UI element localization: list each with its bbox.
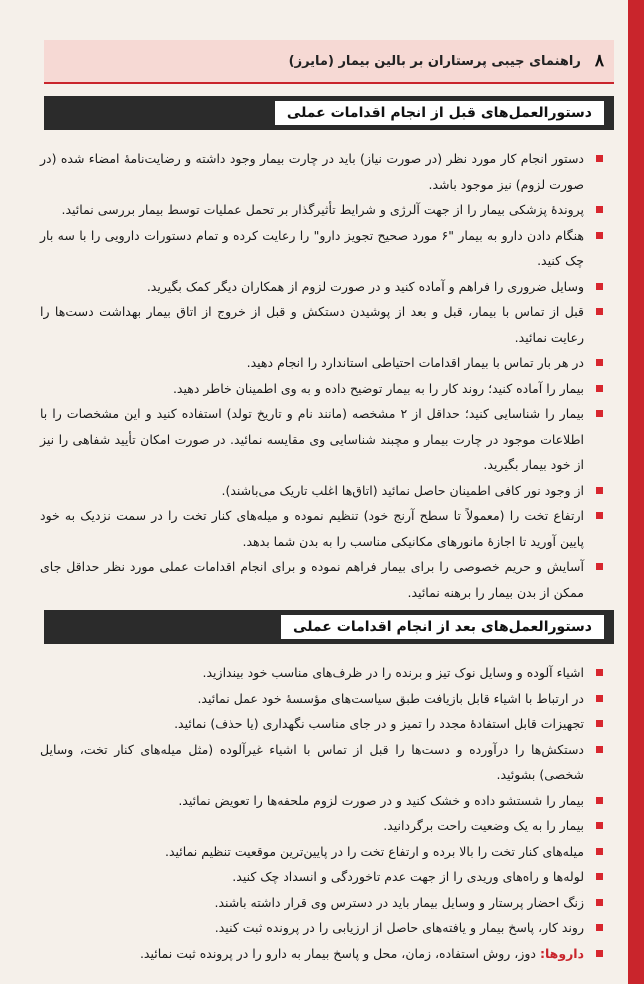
bullet-square-icon — [596, 924, 603, 931]
drugs-label: داروها: — [539, 945, 584, 961]
section-before-list — [40, 146, 606, 605]
section-after-title-bar — [44, 610, 614, 644]
bullet-square-icon — [596, 695, 603, 702]
section-after-title: دستورالعمل‌های بعد از انجام اقدامات عملی — [281, 615, 604, 639]
bullet-square-icon — [596, 512, 603, 519]
running-header — [44, 40, 614, 84]
page-number: ۸ — [594, 51, 604, 71]
page-edge-red-stripe — [628, 0, 644, 984]
bullet-square-icon — [596, 155, 603, 162]
list-item: زنگ احضار پرستار و وسایل بیمار باید در دسترس وی قرار داشته باشند. — [40, 890, 606, 916]
section-before-title-bar — [44, 96, 614, 130]
list-item: دستور انجام کار مورد نظر (در صورت نیاز) باید در چارت بیمار وجود داشته و رضایت‌نامهٔ امضاء شده (در صورت لزوم) نیز موجود باشد. — [40, 146, 606, 197]
bullet-square-icon — [596, 848, 603, 855]
bullet-square-icon — [596, 746, 603, 753]
list-item: ارتفاع تخت را (معمولاً تا سطح آرنج خود) تنظیم نموده و میله‌های کنار تخت را در سمت نزدیک به خود پایین آورید تا اجازهٔ مانورهای مکانیکی مناسب را به بدن شما بدهد. — [40, 503, 606, 554]
list-item: دستکش‌ها را درآورده و دست‌ها را قبل از تماس با اشیاء غیرآلوده (مثل میله‌های کنار تخت، وسایل شخصی) بشوئید. — [40, 737, 606, 788]
list-item: آسایش و حریم خصوصی را برای بیمار فراهم نموده و برای انجام اقدامات عملی مورد نظر حداقل جای ممکن از بدن بیمار را برهنه نمائید. — [40, 554, 606, 605]
list-item: روند کار، پاسخ بیمار و یافته‌های حاصل از ارزیابی را در پرونده ثبت کنید. — [40, 915, 606, 941]
list-item: از وجود نور کافی اطمینان حاصل نمائید (اتاق‌ها اغلب تاریک می‌باشند). — [40, 478, 606, 504]
list-item: بیمار را به یک وضعیت راحت برگردانید. — [40, 813, 606, 839]
bullet-square-icon — [596, 487, 603, 494]
list-item: اشیاء آلوده و وسایل نوک تیز و برنده را در ظرف‌های مناسب خود بیندازید. — [40, 660, 606, 686]
list-item-drugs — [40, 941, 606, 967]
bullet-square-icon — [596, 899, 603, 906]
list-item: بیمار را شستشو داده و خشک کنید و در صورت لزوم ملحفه‌ها را تعویض نمائید. — [40, 788, 606, 814]
bullet-square-icon — [596, 873, 603, 880]
list-item: تجهیزات قابل استفادهٔ مجدد را تمیز و در جای مناسب نگهداری (یا حذف) نمائید. — [40, 711, 606, 737]
list-item: پروندهٔ پزشکی بیمار را از جهت آلرژی و شرایط تأثیرگذار بر تحمل عملیات توسط بیمار بررسی نمائید. — [40, 197, 606, 223]
section-after-list — [40, 660, 606, 966]
list-item: بیمار را شناسایی کنید؛ حداقل از ۲ مشخصه (مانند نام و تاریخ تولد) استفاده کنید و این مشخصات را با اطلاعات موجود در چارت بیمار و مچبند شناسایی وی مقایسه نمائید. در صورت امکان تأیید شفاهی را نیز از خود بیمار بگیرید. — [40, 401, 606, 478]
bullet-square-icon — [596, 797, 603, 804]
list-item: وسایل ضروری را فراهم و آماده کنید و در صورت لزوم از همکاران دیگر کمک بگیرید. — [40, 274, 606, 300]
bullet-square-icon — [596, 720, 603, 727]
list-item: در ارتباط با اشیاء قابل بازیافت طبق سیاست‌های مؤسسهٔ خود عمل نمائید. — [40, 686, 606, 712]
running-title: راهنمای جیبی پرستاران بر بالین بیمار (مایرز) — [288, 53, 581, 69]
list-item: بیمار را آماده کنید؛ روند کار را به بیمار توضیح داده و به وی اطمینان خاطر دهید. — [40, 376, 606, 402]
bullet-square-icon — [596, 385, 603, 392]
bullet-square-icon — [596, 822, 603, 829]
list-item: قبل از تماس با بیمار، قبل و بعد از پوشیدن دستکش و قبل از خروج از اتاق بیمار بهداشت دست‌ها را رعایت نمائید. — [40, 299, 606, 350]
bullet-square-icon — [596, 359, 603, 366]
list-item: در هر بار تماس با بیمار اقدامات احتیاطی استاندارد را انجام دهید. — [40, 350, 606, 376]
drugs-text: دوز، روش استفاده، زمان، محل و پاسخ بیمار به دارو را در پرونده ثبت نمائید. — [139, 945, 536, 961]
bullet-square-icon — [596, 206, 603, 213]
bullet-square-icon — [596, 232, 603, 239]
bullet-square-icon — [596, 410, 603, 417]
list-item: لوله‌ها و راه‌های وریدی را از جهت عدم تاخوردگی و انسداد چک کنید. — [40, 864, 606, 890]
list-item: هنگام دادن دارو به بیمار "۶ مورد صحیح تجویز دارو" را رعایت کرده و تمام دستورات دارویی را با سه بار چک کنید. — [40, 223, 606, 274]
bullet-square-icon — [596, 669, 603, 676]
bullet-square-icon — [596, 308, 603, 315]
bullet-square-icon — [596, 950, 603, 957]
bullet-square-icon — [596, 283, 603, 290]
bullet-square-icon — [596, 563, 603, 570]
list-item: میله‌های کنار تخت را بالا برده و ارتفاع تخت را در پایین‌ترین موقعیت تنظیم نمائید. — [40, 839, 606, 865]
section-before-title: دستورالعمل‌های قبل از انجام اقدامات عملی — [275, 101, 604, 125]
